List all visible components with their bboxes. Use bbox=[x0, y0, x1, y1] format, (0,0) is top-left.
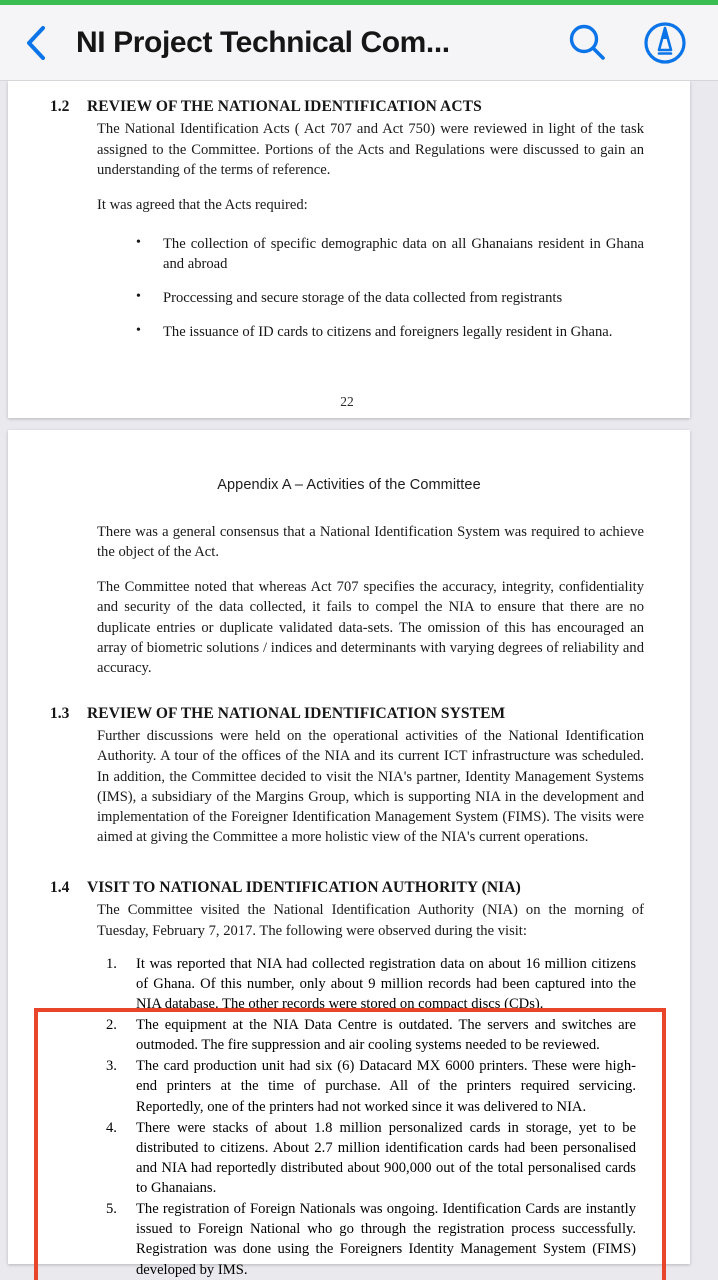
list-item bbox=[106, 1056, 636, 1116]
markup-button[interactable] bbox=[640, 18, 690, 68]
back-button[interactable] bbox=[0, 5, 72, 81]
paragraph: Further discussions were held on the operational activities of the National Identification Authority. A tour of the offices of the NIA and its current ICT infrastructure was scheduled. In addition, the Committee decided to visit the NIA's partner, Identity Management Systems (IMS), a subsidiary of the Margins Group, which is supporting NIA in the development and implementation of the Foreigner Identification Management System (FIMS). The visits were aimed at giving the Committee a more holistic view of the NIA's current operations. bbox=[97, 728, 644, 845]
section-heading-1-2 bbox=[50, 97, 644, 116]
paragraph: The Committee visited the National Identification Authority (NIA) on the morning of Tuesday, February 7, 2017. The following were observed during the visit: bbox=[97, 902, 644, 939]
section-number: 1.3 bbox=[50, 704, 70, 722]
search-button[interactable] bbox=[562, 18, 612, 68]
paragraph: There was a general consensus that a National Identification System was required to achieve the object of the Act. bbox=[97, 524, 644, 561]
paragraph: The Committee noted that whereas Act 707 specifies the accuracy, integrity, confidentiality and security of the data collected, it fails to compel the NIA to ensure that there are no duplicate entries or duplicate validated data-sets. The omission of this has encouraged an array of biometric solutions / indices and determinants with varying degrees of reliability and accuracy. bbox=[97, 579, 644, 676]
requirements-bullet-list bbox=[130, 234, 644, 343]
paragraph: It was agreed that the Acts required: bbox=[97, 196, 308, 213]
list-item-text: The equipment at the NIA Data Centre is outdated. The servers and switches are outmoded. The fire suppression and air cooling systems needed to be reviewed. bbox=[136, 1017, 636, 1054]
document-scroll-area[interactable] bbox=[0, 81, 718, 1280]
section-number: 1.2 bbox=[50, 98, 70, 115]
list-item: • Proccessing and secure storage of the data collected from registrants bbox=[130, 288, 644, 308]
nav-actions bbox=[562, 18, 718, 68]
document-page-2 bbox=[8, 430, 690, 1278]
list-item bbox=[106, 954, 636, 1014]
list-item-number: 4. bbox=[106, 1119, 117, 1136]
section-title: REVIEW OF THE NATIONAL IDENTIFICATION SYSTEM bbox=[87, 704, 506, 722]
page-number: 22 bbox=[340, 394, 354, 410]
list-item-text: It was reported that NIA had collected registration data on about 16 million citizens of Ghana. Of this number, only about 9 million records had been captured into the NIA database. The other records were stored on compact discs (CDs). bbox=[136, 955, 636, 1012]
chevron-left-icon bbox=[26, 26, 46, 60]
appendix-caption: Appendix A – Activities of the Committee bbox=[217, 477, 481, 493]
list-item-text: The card production unit had six (6) Datacard MX 6000 printers. These were high-end printers at the time of purchase. All of the printers required servicing. Reportedly, one of the printers had not worked since it was delivered to NIA. bbox=[136, 1058, 636, 1115]
section-heading-1-4 bbox=[50, 878, 644, 897]
section-title: VISIT TO NATIONAL IDENTIFICATION AUTHORITY (NIA) bbox=[87, 879, 521, 896]
list-item-text: The registration of Foreign Nationals was ongoing. Identification Cards are instantly issued to Foreign National who go through the registration process successfully. Registration was done using the Foreigners Identity Management System (FIMS) developed by IMS. bbox=[136, 1201, 636, 1278]
list-item-number: 5. bbox=[106, 1201, 117, 1218]
section-title: REVIEW OF THE NATIONAL IDENTIFICATION ACTS bbox=[87, 98, 482, 115]
document-page-1 bbox=[8, 81, 690, 418]
list-item-number: 3. bbox=[106, 1058, 117, 1075]
section-number: 1.4 bbox=[50, 879, 70, 896]
list-item bbox=[106, 1015, 636, 1055]
list-item-number: 2. bbox=[106, 1017, 117, 1033]
page-title: NI Project Technical Com... bbox=[76, 25, 450, 59]
paragraph: The National Identification Acts ( Act 707 and Act 750) were reviewed in light of the task assigned to the Committee. Portions of the Acts and Regulations were discussed to gain an understanding of the terms of reference. bbox=[97, 121, 644, 178]
list-item bbox=[106, 1118, 636, 1199]
navigation-header bbox=[0, 5, 718, 81]
list-item-number: 1. bbox=[106, 955, 117, 972]
list-item-text: There were stacks of about 1.8 million personalized cards in storage, yet to be distributed to citizens. About 2.7 million identification cards had been personalised and NIA had reportedly distributed about 900,000 out of the total personalised cards to Ghanaians. bbox=[136, 1119, 636, 1196]
search-icon bbox=[565, 21, 609, 65]
observations-list bbox=[106, 954, 636, 1280]
list-item: • The issuance of ID cards to citizens and foreigners legally resident in Ghana. bbox=[130, 322, 644, 342]
section-heading-1-3 bbox=[50, 704, 644, 723]
list-item bbox=[106, 1199, 636, 1280]
markup-pen-icon bbox=[642, 20, 688, 66]
list-item: • The collection of specific demographic data on all Ghanaians resident in Ghana and abroad bbox=[130, 234, 644, 274]
